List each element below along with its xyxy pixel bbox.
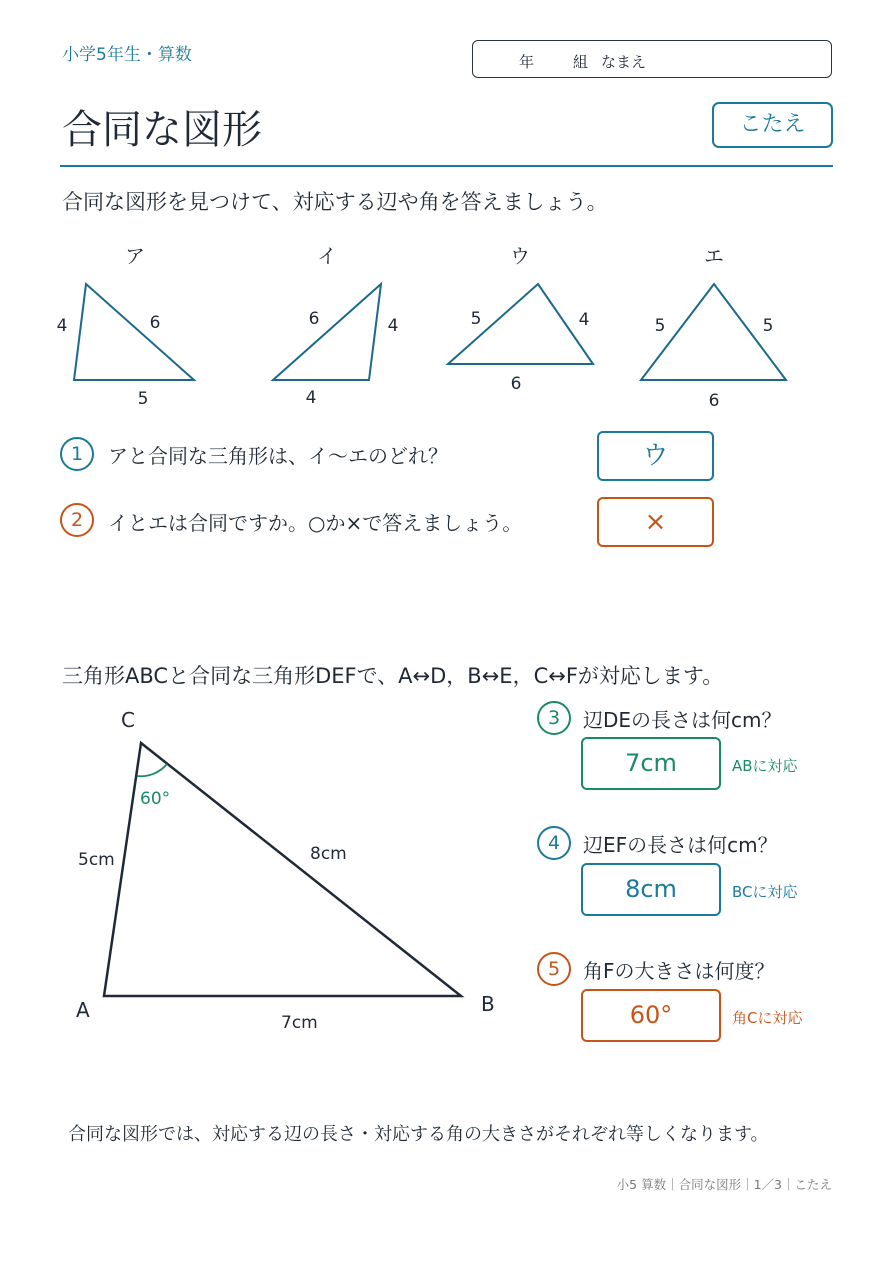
question-1-number: 1: [60, 437, 94, 471]
question-2-number: 2: [60, 503, 94, 537]
name-label: なまえ: [601, 53, 647, 71]
triangle-i-shape: [273, 284, 381, 380]
answer-5-box: 60°: [581, 989, 721, 1042]
question-3-text: 辺DEの長さは何cm？: [583, 708, 782, 732]
question-3-number: 3: [537, 701, 571, 735]
vertex-b-label: B: [481, 992, 495, 1016]
triangle-a-side-left: 4: [56, 316, 68, 336]
vertex-a-label: A: [76, 998, 90, 1022]
triangle-e-side-bottom: 6: [708, 391, 720, 411]
angle-c-arc: [137, 764, 167, 776]
question-5-text: 角Fの大きさは何度？: [583, 959, 775, 983]
question-5-number: 5: [537, 952, 571, 986]
page-footer: 小5 算数｜合同な図形｜1／3｜こたえ: [616, 1177, 832, 1192]
class-label: 組: [573, 53, 589, 71]
triangle-e-side-right: 5: [762, 316, 774, 336]
triangle-abc-shape: [104, 743, 461, 996]
section2-instruction: 三角形ABCと合同な三角形DEFで、A↔D，B↔E，C↔Fが対応します。: [62, 664, 724, 688]
question-4-number: 4: [537, 826, 571, 860]
triangle-a-side-right: 6: [149, 313, 161, 333]
answer-2-box: ×: [597, 497, 714, 547]
triangle-u-side-bottom: 6: [510, 374, 522, 394]
answer-4-box: 8cm: [581, 863, 721, 916]
triangle-label-u: ウ: [510, 244, 530, 268]
answer-3-note: ABに対応: [732, 757, 798, 775]
side-ac-label: 5cm: [78, 850, 115, 870]
answer-badge: こたえ: [712, 102, 833, 148]
side-bc-label: 8cm: [310, 844, 347, 864]
triangle-u-side-left: 5: [470, 309, 482, 329]
answer-4-note: BCに対応: [732, 883, 798, 901]
triangle-label-i: イ: [317, 244, 337, 268]
answer-5-note: 角Cに対応: [732, 1009, 803, 1027]
triangle-a-shape: [74, 284, 194, 380]
triangle-i-side-bottom: 4: [305, 388, 317, 408]
angle-c-label: 60°: [140, 789, 171, 809]
triangle-u-side-right: 4: [578, 310, 590, 330]
section1-instruction: 合同な図形を見つけて、対応する辺や角を答えましょう。: [62, 190, 608, 214]
triangle-e-side-left: 5: [654, 316, 666, 336]
small-triangles: [0, 0, 893, 430]
side-ab-label: 7cm: [281, 1013, 318, 1033]
page-title: 合同な図形: [62, 107, 262, 153]
year-label: 年: [519, 53, 535, 71]
triangle-i-side-right: 4: [387, 316, 399, 336]
question-1-text: アと合同な三角形は、イ〜エのどれ？: [108, 444, 448, 468]
grade-label: 小学5年生・算数: [62, 45, 192, 65]
question-4-text: 辺EFの長さは何cm？: [583, 833, 778, 857]
triangle-a-side-bottom: 5: [137, 389, 149, 409]
answer-1-box: ウ: [597, 431, 714, 481]
question-2-text: イとエは合同ですか。○か×で答えましょう。: [108, 511, 523, 535]
triangle-label-a: ア: [125, 244, 145, 268]
answer-3-box: 7cm: [581, 737, 721, 790]
summary-text: 合同な図形では、対応する辺の長さ・対応する角の大きさがそれぞれ等しくなります。: [68, 1124, 769, 1145]
triangle-i-side-left: 6: [308, 309, 320, 329]
vertex-c-label: C: [121, 708, 135, 732]
triangle-label-e: エ: [704, 244, 724, 268]
